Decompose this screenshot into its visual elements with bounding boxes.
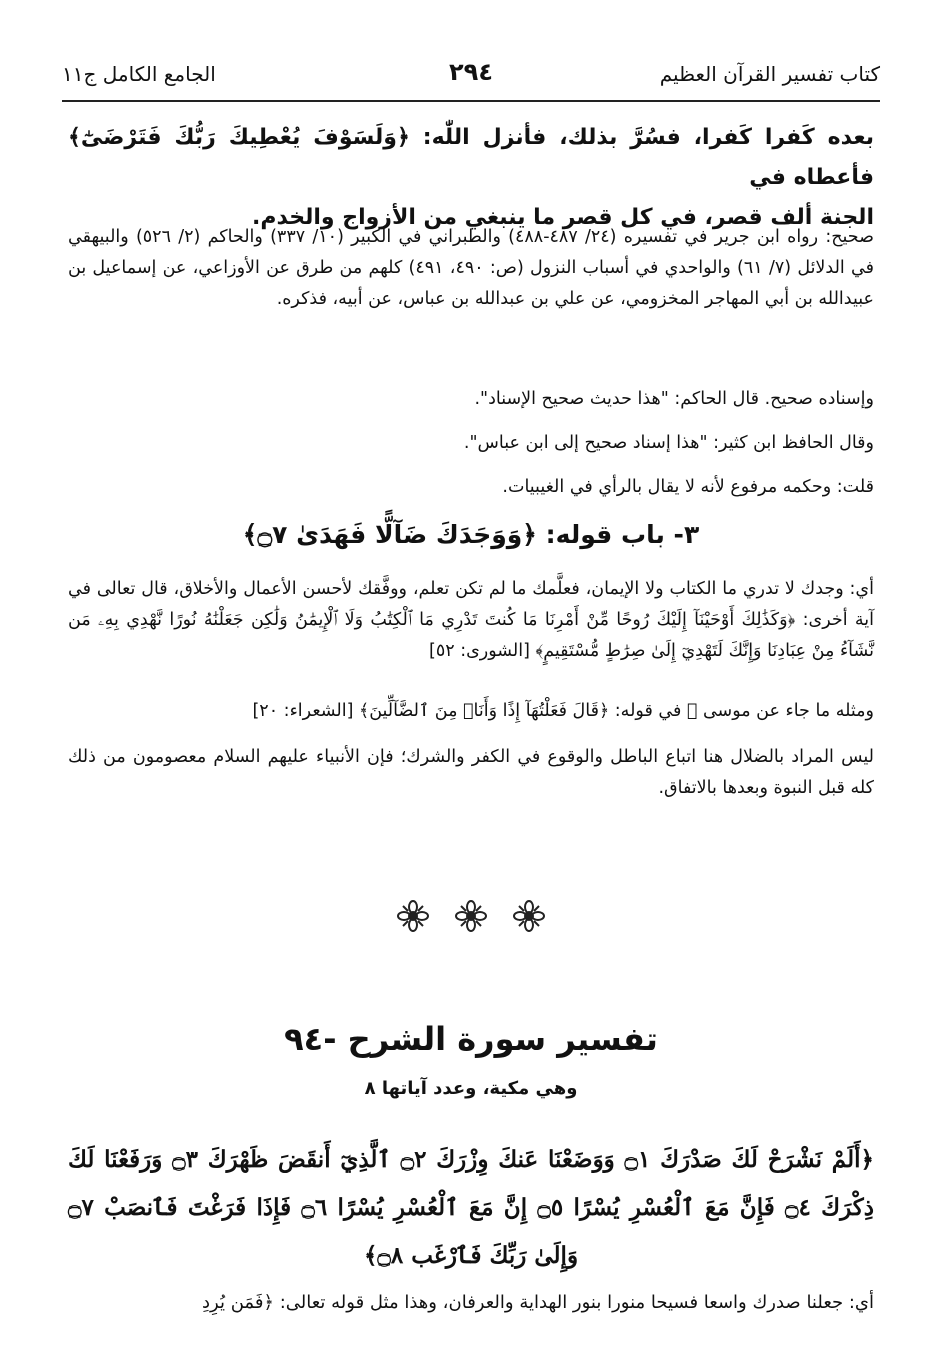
- flower-ornament-icon: [513, 900, 545, 932]
- musa-reference: ومثله ما جاء عن موسى ﷺ في قوله: ﴿قَالَ فَعَلْتُهَآ إِذًا وَأَنَا۠ مِنَ ٱلضَّآلِّينَ﴾ [الشعراء: ٢٠]: [252, 701, 874, 721]
- sura-title: تفسير سورة الشرح -٩٤: [284, 1020, 658, 1058]
- page-number: ٢٩٤: [449, 58, 493, 86]
- chapter-heading: ٣- باب قوله: ﴿وَوَجَدَكَ ضَآلًّا فَهَدَىٰ ۝٧﴾: [242, 520, 700, 549]
- header-divider: [62, 100, 880, 102]
- main-line-1: بعده كَفرا كَفرا، فسُرَّ بذلك، فأنزل اللّٰه: ﴿وَلَسَوْفَ يُعْطِيكَ رَبُّكَ فَتَرْضَىٰٓ﴾ فأعطاه في: [68, 125, 874, 190]
- section-separator: [0, 900, 942, 940]
- chapter-explanation: أي: وجدك لا تدري ما الكتاب ولا الإيمان، فعلَّمك ما لم تكن تعلم، ووفَّقك لأحسن الأعمال والأخلاق، قال تعالى في آية أخرى: ﴿وَكَذَٰلِكَ أَوْحَيْنَآ إِلَيْكَ رُوحًا مِّنْ أَمْرِنَا مَا كُنتَ تَدْرِي مَا ٱلْكِتَٰبُ وَلَا ٱلْإِيمَٰنُ وَلَٰكِن جَعَلْنَٰهُ نُورًا نَّهْدِي بِهِۦ مَن نَّشَآءُ مِنْ عِبَادِنَا وَإِنَّكَ لَتَهْدِيٓ إِلَىٰ صِرَٰطٍ مُّسْتَقِيمٍ﴾ [الشورى: ٥٢]: [68, 579, 874, 661]
- running-header: [62, 58, 880, 92]
- book-title: كتاب تفسير القرآن العظيم: [659, 62, 880, 86]
- quran-verses: ﴿أَلَمْ نَشْرَحْ لَكَ صَدْرَكَ ۝١ وَوَضَعْنَا عَنكَ وِزْرَكَ ۝٢ ٱلَّذِيٓ أَنقَضَ ظَهْرَكَ ۝٣ وَرَفَعْنَا لَكَ ذِكْرَكَ ۝٤ فَإِنَّ مَعَ ٱلْعُسْرِ يُسْرًا ۝٥ إِنَّ مَعَ ٱلْعُسْرِ يُسْرًا ۝٦ فَإِذَا فَرَغْتَ فَٱنصَبْ ۝٧ وَإِلَىٰ رَبِّكَ فَٱرْغَب ۝٨﴾: [68, 1146, 875, 1269]
- volume-label: الجامع الكامل ج١١: [62, 62, 216, 86]
- flower-ornament-icon: [397, 900, 429, 932]
- infallibility-note: ليس المراد بالضلال هنا اتباع الباطل والوقوع في الكفر والشرك؛ فإن الأنبياء عليهم السلام معصومون من ذلك كله قبل النبوة وبعدها بالاتفاق.: [68, 747, 874, 798]
- main-line-2: الجنة ألف قصر، في كل قصر ما ينبغي من الأزواج والخدم.: [252, 205, 874, 230]
- hadith-grading-note: صحيح: رواه ابن جرير في تفسيره (٢٤/ ٤٨٧-٤٨٨) والطبراني في الكبير (١٠/ ٣٣٧) والحاكم (٢/ ٥٢٦) والبيهقي في الدلائل (٧/ ٦١) والواحدي في أسباب النزول (ص: ٤٩٠، ٤٩١) كلهم من طرق عن الأوزاعي، عن إسماعيل بن عبيدالله بن أبي المهاجر المخزومي، عن علي بن عبدالله بن عباس، عن أبيه، فذكره.: [68, 227, 874, 309]
- author-comment: قلت: وحكمه مرفوع لأنه لا يقال بالرأي في الغيبيات.: [502, 477, 874, 497]
- flower-ornament-icon: [455, 900, 487, 932]
- ibn-kathir-grading: وقال الحافظ ابن كثير: "هذا إسناد صحيح إلى ابن عباس".: [463, 433, 874, 453]
- main-paragraph: [68, 118, 874, 238]
- sura-subtitle: وهي مكية، وعدد آياتها ٨: [364, 1078, 578, 1099]
- tafsir-opening-line: أي: جعلنا صدرك واسعا فسيحا منورا بنور الهداية والعرفان، وهذا مثل قوله تعالى: ﴿فَمَن يُرِدِ: [202, 1292, 874, 1313]
- hakim-grading: وإسناده صحيح. قال الحاكم: "هذا حديث صحيح الإسناد".: [474, 389, 874, 409]
